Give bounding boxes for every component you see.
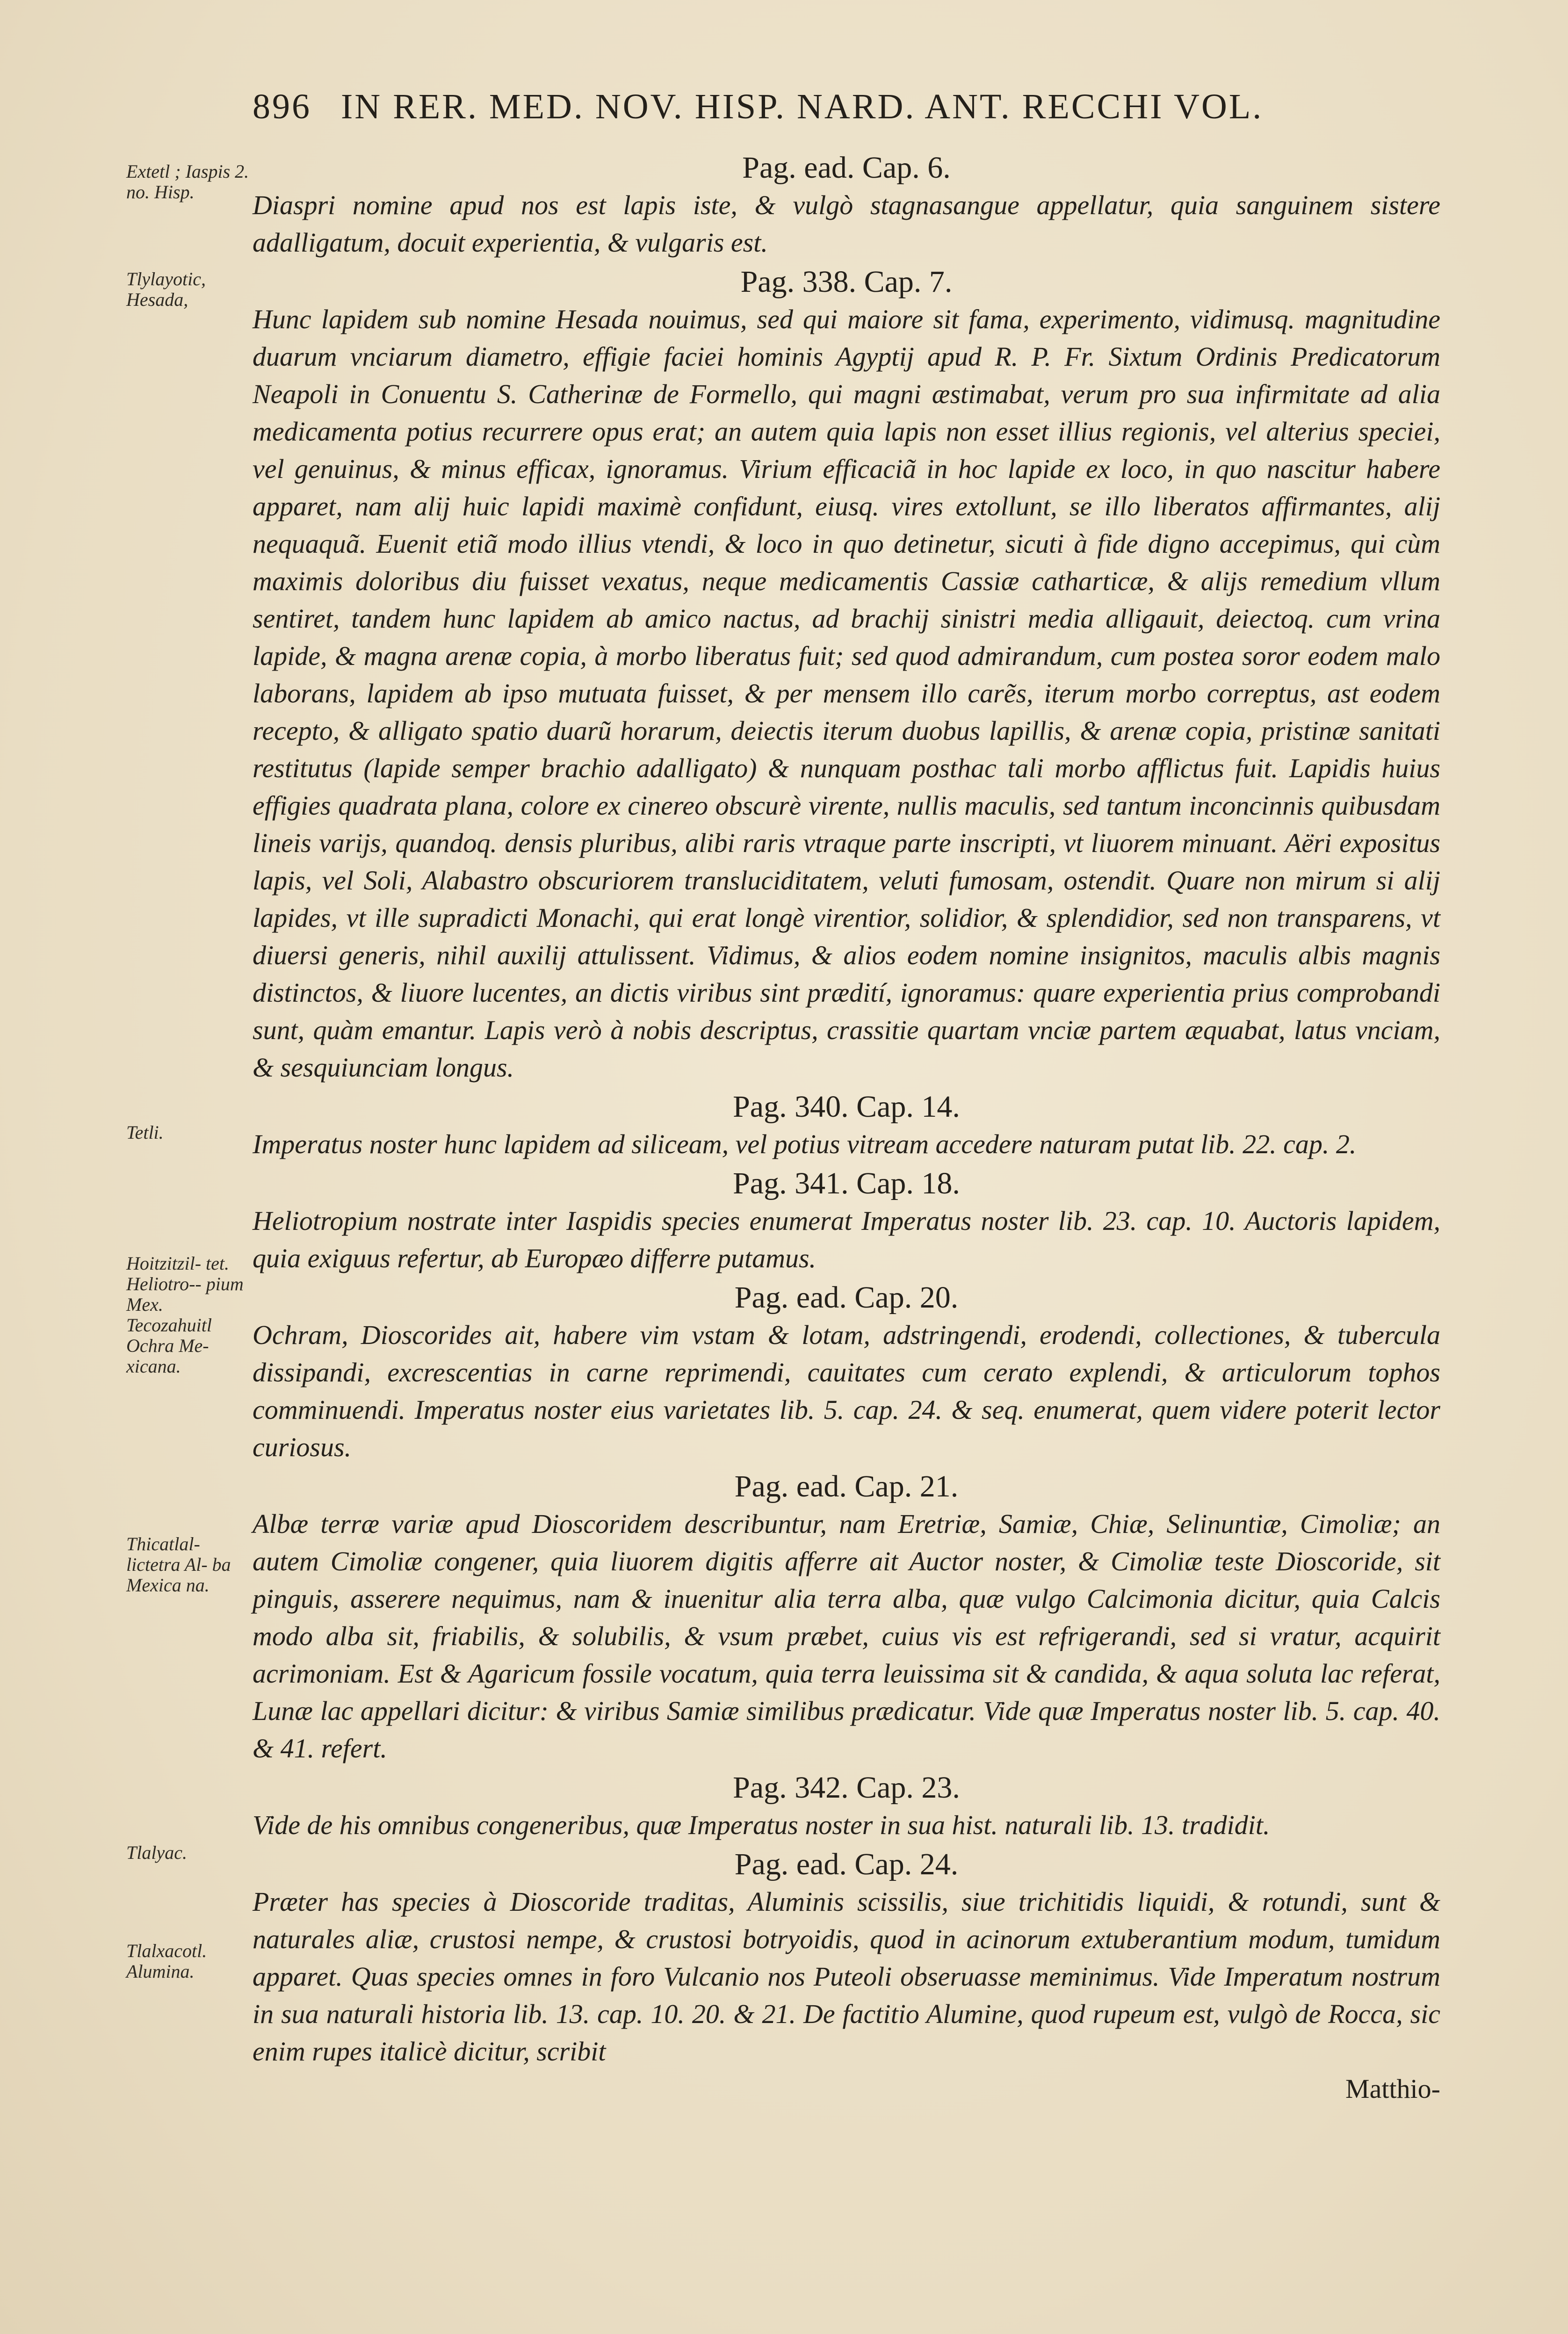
section-text: Imperatus noster hunc lapidem ad siliceam, vel potius vitream accedere naturam putat lib. 22. cap. 2. — [253, 1129, 1357, 1159]
section-text: Ochram, Dioscorides ait, habere vim vstam & lotam, adstringendi, erodendi, collectiones, & tubercula dissipandi, excrescentias in carne reprimendi, cauitates cum cerato explendi, & articulorum tophos comminuendi. Imperatus noster eius varietates lib. 5. cap. 24. & seq. enumerat, quem videre poterit lector curiosus. — [253, 1320, 1440, 1462]
section-text: Hunc lapidem sub nomine Hesada nouimus, sed qui maiore sit fama, experimento, vidimusq. magnitudine duarum vnciarum diametro, effigie faciei hominis Agyptij apud R. P. Fr. Sixtum Ordinis Predicatorum Neapoli in Conuentu S. Catherinæ de Formello, qui magni æstimabat, verum pro sua infirmitate ad alia medicamenta potius recurrere opus erat; an autem quia lapis non esset illius regionis, vel alterius speciei, vel genuinus, & minus efficax, ignoramus. Virium efficaciã in hoc lapide ex loco, in quo nascitur habere apparet, nam alij huic lapidi maximè confidunt, eiusq. vires extollunt, se illo liberatos affirmantes, alij nequaquã. Euenit etiã modo illius vtendi, & loco in quo detinetur, sicuti à fide digno accepimus, qui cùm maximis doloribus diu fuisset vexatus, neque medicamentis Cassiæ catharticæ, & alijs remedium vllum sentiret, tandem hunc lapidem ab amico nactus, ad brachij sinistri media alligauit, deiectoq. cum vrina lapide, & magna arenæ copia, à morbo liberatus fuit; sed quod admirandum, cum postea soror eodem malo laborans, lapidem ab ipso mutuata fuisset, & per mensem illo carẽs, iterum morbo correptus, ast eodem recepto, & alligato spatio duarũ horarum, deiectis iterum duobus lapillis, & arenæ copia, pristinæ sanitati restitutus (lapide semper brachio adalligato) & nunquam posthac tali morbo afflictus fuit. Lapidis huius effigies quadrata plana, colore ex cinereo obscurè virente, nullis maculis, sed tantum inconcinnis quibusdam lineis varijs, quandoq. densis pluribus, alibi raris vtraque parte inscripti, vt liuorem minuant. Aëri expositus lapis, vel Soli, Alabastro obscuriorem transluciditatem, veluti fumosam, ostendit. Quare non mirum si alij lapides, vt ille supradicti Monachi, qui erat longè virentior, solidior, & splendidior, sed non transparens, vt diuersi generis, nihil auxilij attulissent. Vidimus, & alios eodem nomine insignitos, maculis albis magnis distinctos, & liuore lucentes, an dictis viribus sint prædití, ignoramus: quare experientia prius comprobandi sunt, quàm emantur. Lapis verò à nobis descriptus, crassitie quartam vnciæ partem æquabat, latus vnciam, & sesquiunciam longus. — [253, 304, 1440, 1083]
section-text: Heliotropium nostrate inter Iaspidis species enumerat Imperatus noster lib. 23. cap. 10. Auctoris lapidem, quia exiguus refertur, ab Europæo differre putamus. — [253, 1206, 1440, 1273]
section-heading: Pag. ead. Cap. 21. — [734, 1469, 959, 1503]
margin-note: Thicatlal- lictetra Al- ba Mexica na. — [126, 1533, 231, 1596]
section-heading: Pag. 342. Cap. 23. — [733, 1770, 960, 1805]
section-heading: Pag. 341. Cap. 18. — [733, 1166, 960, 1200]
section-heading: Pag. ead. Cap. 24. — [734, 1847, 959, 1881]
running-header — [253, 87, 1384, 127]
catchword: Matthio- — [1345, 2074, 1440, 2104]
section-heading: Pag. 340. Cap. 14. — [733, 1090, 960, 1124]
margin-note: Tlalxacotl. Alumina. — [126, 1940, 207, 1982]
section-text: Præter has species à Dioscoride traditas, Aluminis scissilis, siue trichitidis liquidi, & rotundi, sunt & naturales aliæ, crustosi nempe, & crustosi botryoidis, quod in acinorum extuberantium modum, tumidum apparet. Quas species omnes in foro Vulcanio nos Puteoli obseruasse meminimus. Vide Imperatum nostrum in sua naturali historia lib. 13. cap. 10. 20. & 21. De factitio Alumine, quod rupeum est, vulgò de Rocca, sic enim rupes italicè dicitur, scribit — [253, 1886, 1440, 2067]
margin-note: Tlalyac. — [126, 1842, 187, 1863]
section-heading: Pag. ead. Cap. 20. — [734, 1280, 959, 1315]
page-number: 896 — [253, 87, 311, 126]
section-text: Diaspri nomine apud nos est lapis iste, & vulgò stagnasangue appellatur, quia sanguinem sistere adalligatum, docuit experientia, & vulgaris est. — [253, 190, 1440, 258]
running-title: IN RER. MED. NOV. HISP. NARD. ANT. RECCHI VOL. — [341, 87, 1264, 126]
margin-note: Hoitzitzil- tet. Heliotro-- pium Mex. Tecozahuitl Ochra Me- xicana. — [126, 1253, 244, 1377]
margin-note: Tlylayotic, Hesada, — [126, 268, 206, 310]
section-text: Vide de his omnibus congeneribus, quæ Imperatus noster in sua hist. naturali lib. 13. tradidit. — [253, 1810, 1270, 1840]
section-text: Albæ terræ variæ apud Dioscoridem describuntur, nam Eretriæ, Samiæ, Chiæ, Selinuntiæ, Cimoliæ; an autem Cimoliæ congener, quia liuorem digitis afferre ait Auctor noster, & Cimoliæ teste Dioscoride, sit pinguis, asserere nequimus, nam & inuenitur alia terra alba, quæ vulgo Calcimonia dicitur, quia Calcis modo alba sit, friabilis, & solubilis, & vsum præbet, cuius vis est refrigerandi, sed si vratur, acquirit acrimoniam. Est & Agaricum fossile vocatum, quia terra leuissima sit & candida, & aqua soluta lac referat, Lunæ lac appellari dicitur: & viribus Samiæ similibus prædicatur. Vide quæ Imperatus noster lib. 5. cap. 40. & 41. refert. — [253, 1509, 1440, 1763]
section-heading: Pag. 338. Cap. 7. — [740, 265, 953, 299]
margin-note: Tetli. — [126, 1122, 164, 1143]
main-text — [253, 147, 1440, 2108]
section-heading: Pag. ead. Cap. 6. — [742, 151, 951, 185]
margin-note: Extetl ; Iaspis 2. no. Hisp. — [126, 161, 249, 202]
